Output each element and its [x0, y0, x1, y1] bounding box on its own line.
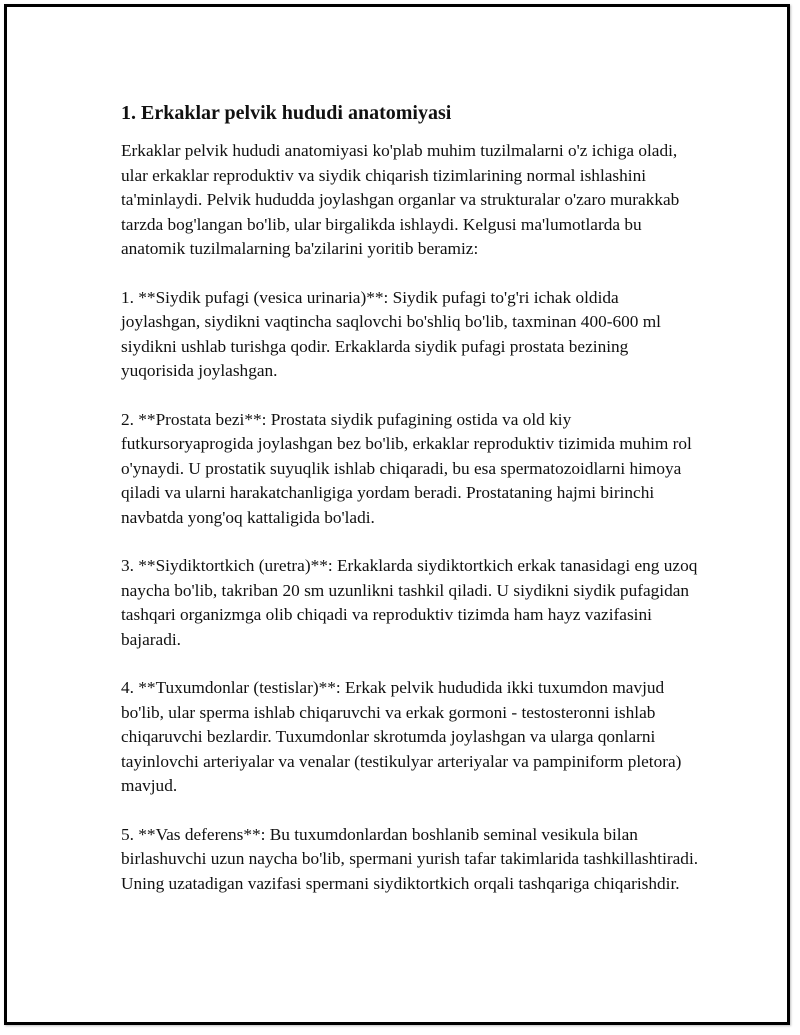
paragraph-prostate: 2. **Prostata bezi**: Prostata siydik pufagining ostida va old kiy futkursoryaprogida joylashgan bez bo'lib, erkaklar reproduktiv tizimida muhim rol o'ynaydi. U prostatik suyuqlik ishlab chiqaradi, bu esa spermatozoidlarni himoya qiladi va ularni harakatchanligiga yordam beradi. Prostataning hajmi birinchi navbatda yong'oq kattaligida bo'ladi.: [121, 409, 692, 527]
paragraph-urethra: 3. **Siydiktortkich (uretra)**: Erkaklarda siydiktortkich erkak tanasidagi eng uzoq naycha bo'lib, takriban 20 sm uzunlikni tashkil qiladi. U siydikni siydik pufagidan tashqari organizmga olib chiqadi va reproduktiv tizimda ham hayz vazifasini bajaradi.: [121, 556, 698, 649]
paragraph-bladder: 1. **Siydik pufagi (vesica urinaria)**: Siydik pufagi to'g'ri ichak oldida joylashgan, siydikni vaqtincha saqlovchi bo'shliq bo'lib, taxminan 400-600 ml siydikni ushlab turishga qodir. Erkaklarda siydik pufagi prostata bezining yuqorisida joylashgan.: [121, 287, 661, 380]
document-content: [121, 99, 701, 920]
paragraph-vas-deferens: 5. **Vas deferens**: Bu tuxumdonlardan boshlanib seminal vesikula bilan birlashuvchi uzun naycha bo'lib, spermani yurish tafar takimlarida tashkillashtiradi. Uning uzatadigan vazifasi spermani siydiktortkich orqali tashqariga chiqarishdir.: [121, 824, 699, 893]
document-title: 1. Erkaklar pelvik hududi anatomiyasi: [121, 102, 452, 124]
intro-paragraph: Erkaklar pelvik hududi anatomiyasi ko'plab muhim tuzilmalarni o'z ichiga oladi, ular erkaklar reproduktiv va siydik chiqarish tizimlarining normal ishlashini ta'minlaydi. Pelvik hududda joylashgan organlar va strukturalar o'zaro murakkab tarzda bog'langan bo'lib, ular birgalikda ishlaydi. Kelgusi ma'lumotlarda bu anatomik tuzilmalarning ba'zilarini yoritib beramiz:: [121, 141, 680, 258]
document-page: [4, 4, 790, 1025]
paragraph-testes: 4. **Tuxumdonlar (testislar)**: Erkak pelvik hududida ikki tuxumdon mavjud bo'lib, ular sperma ishlab chiqaruvchi va erkak gormoni - testosteronni ishlab chiqaruvchi bezlardir. Tuxumdonlar skrotumda joylashgan va ularga qonlarni tayinlovchi arteriyalar va venalar (testikulyar arteriyalar va pampiniform pletora) mavjud.: [121, 678, 682, 795]
